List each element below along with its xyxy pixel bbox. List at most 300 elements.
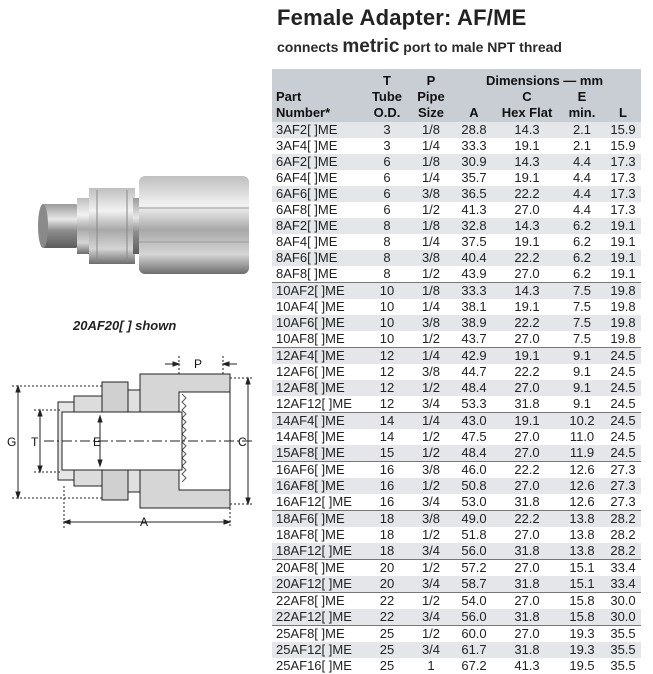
cell-dim-a: 28.8 xyxy=(461,122,487,137)
cell-tube-od: 12 xyxy=(379,380,395,395)
cell-dim-a: 56.0 xyxy=(461,543,487,558)
table-row xyxy=(272,642,641,658)
cell-dim-c-hex-flat: 14.3 xyxy=(514,283,540,298)
cell-tube-od: 22 xyxy=(379,593,395,608)
cell-dim-a: 37.5 xyxy=(461,234,487,249)
cell-dim-e-min: 7.5 xyxy=(572,315,592,330)
table-row xyxy=(272,154,641,170)
cell-pipe-size: 3/8 xyxy=(421,462,441,477)
cell-part-number: 25AF8[ ]ME xyxy=(276,626,345,641)
cell-dim-a: 46.0 xyxy=(461,462,487,477)
product-photo xyxy=(37,168,252,278)
cell-part-number: 14AF8[ ]ME xyxy=(276,429,345,444)
cell-tube-od: 3 xyxy=(383,138,391,153)
cell-tube-od: 10 xyxy=(379,315,395,330)
subtitle-emphasis: metric xyxy=(342,36,400,57)
table-row xyxy=(272,461,641,478)
cell-dim-l: 15.9 xyxy=(610,138,636,153)
cell-dim-e-min: 6.2 xyxy=(572,234,592,249)
cell-part-number: 12AF6[ ]ME xyxy=(276,364,345,379)
cell-dim-a: 35.7 xyxy=(461,170,487,185)
cell-part-number: 10AF8[ ]ME xyxy=(276,331,345,346)
cell-dim-a: 61.7 xyxy=(461,642,487,657)
cell-part-number: 16AF8[ ]ME xyxy=(276,478,345,493)
table-row xyxy=(272,282,641,299)
cell-pipe-size: 3/4 xyxy=(421,396,441,411)
cell-dim-c-hex-flat: 27.0 xyxy=(514,429,540,444)
cell-tube-od: 12 xyxy=(379,396,395,411)
photo-caption: 20AF20[ ] shown xyxy=(73,318,177,333)
cell-tube-od: 16 xyxy=(379,462,395,477)
cell-dim-a: 47.5 xyxy=(461,429,487,444)
cell-dim-c-hex-flat: 27.0 xyxy=(514,202,540,217)
cell-tube-od: 18 xyxy=(379,527,395,542)
cell-dim-c-hex-flat: 27.0 xyxy=(514,478,540,493)
cell-dim-c-hex-flat: 22.2 xyxy=(514,315,540,330)
cell-dim-l: 27.3 xyxy=(610,494,636,509)
cell-pipe-size: 1/2 xyxy=(421,560,441,575)
cell-pipe-size: 3/8 xyxy=(421,186,441,201)
cell-dim-c-hex-flat: 27.0 xyxy=(514,626,540,641)
cell-part-number: 12AF4[ ]ME xyxy=(276,348,345,363)
header-t: T xyxy=(383,73,391,88)
cell-dim-e-min: 4.4 xyxy=(572,170,592,185)
cell-dim-l: 24.5 xyxy=(610,364,636,379)
cell-dim-e-min: 9.1 xyxy=(572,348,592,363)
cell-dim-c-hex-flat: 22.2 xyxy=(514,250,540,265)
cell-tube-od: 10 xyxy=(379,283,395,298)
cell-tube-od: 6 xyxy=(383,186,391,201)
cell-dim-e-min: 9.1 xyxy=(572,364,592,379)
cell-dim-e-min: 4.4 xyxy=(572,154,592,169)
dim-label-t: T xyxy=(31,435,39,449)
cell-dim-a: 54.0 xyxy=(461,593,487,608)
header-dimensions: Dimensions — mm xyxy=(486,73,604,88)
cell-dim-c-hex-flat: 22.2 xyxy=(514,462,540,477)
cell-dim-l: 24.5 xyxy=(610,380,636,395)
cell-part-number: 18AF6[ ]ME xyxy=(276,511,345,526)
cell-part-number: 20AF12[ ]ME xyxy=(276,576,352,591)
header-part: Part xyxy=(276,89,302,104)
cell-pipe-size: 3/4 xyxy=(421,543,441,558)
header-od: O.D. xyxy=(373,105,401,120)
table-body xyxy=(272,122,641,674)
dim-label-c: C xyxy=(238,435,247,449)
cell-dim-e-min: 19.3 xyxy=(569,626,595,641)
cell-dim-a: 36.5 xyxy=(461,186,487,201)
table-row xyxy=(272,380,641,396)
table-row xyxy=(272,576,641,592)
cell-dim-a: 50.8 xyxy=(461,478,487,493)
cell-dim-l: 19.8 xyxy=(610,331,636,346)
cell-dim-a: 40.4 xyxy=(461,250,487,265)
cell-part-number: 12AF12[ ]ME xyxy=(276,396,352,411)
header-e-min: min. xyxy=(568,105,596,120)
dimension-drawing xyxy=(4,352,268,532)
table-row xyxy=(272,543,641,559)
cell-dim-e-min: 2.1 xyxy=(572,122,592,137)
cell-tube-od: 14 xyxy=(379,429,395,444)
cell-dim-l: 33.4 xyxy=(610,560,636,575)
cell-dim-l: 17.3 xyxy=(610,186,636,201)
cell-part-number: 3AF4[ ]ME xyxy=(276,138,338,153)
cell-pipe-size: 3/8 xyxy=(421,364,441,379)
cell-dim-e-min: 15.1 xyxy=(569,576,595,591)
cell-tube-od: 12 xyxy=(379,364,395,379)
header-pipe: Pipe xyxy=(417,89,445,104)
dim-label-g: G xyxy=(7,435,17,449)
cell-dim-l: 28.2 xyxy=(610,527,636,542)
cell-pipe-size: 1/2 xyxy=(421,478,441,493)
cell-dim-l: 35.5 xyxy=(610,642,636,657)
cell-part-number: 12AF8[ ]ME xyxy=(276,380,345,395)
cell-dim-a: 43.7 xyxy=(461,331,487,346)
table-row xyxy=(272,186,641,202)
cell-dim-l: 15.9 xyxy=(610,122,636,137)
header-size: Size xyxy=(417,105,444,120)
subtitle-post: port to male NPT thread xyxy=(399,39,562,55)
table-row xyxy=(272,364,641,380)
cell-dim-e-min: 6.2 xyxy=(572,250,592,265)
cell-tube-od: 12 xyxy=(379,348,395,363)
cell-dim-e-min: 15.8 xyxy=(569,609,595,624)
cell-part-number: 22AF12[ ]ME xyxy=(276,609,352,624)
cell-dim-a: 33.3 xyxy=(461,283,487,298)
cell-dim-e-min: 13.8 xyxy=(569,527,595,542)
cell-pipe-size: 1/2 xyxy=(421,429,441,444)
cell-dim-a: 43.0 xyxy=(461,413,487,428)
dim-label-p: P xyxy=(194,357,203,371)
header-c: C xyxy=(522,89,532,104)
cell-dim-l: 24.5 xyxy=(610,445,636,460)
cell-tube-od: 6 xyxy=(383,202,391,217)
cell-pipe-size: 1/8 xyxy=(421,218,441,233)
cell-tube-od: 25 xyxy=(379,658,395,673)
cell-part-number: 10AF6[ ]ME xyxy=(276,315,345,330)
cell-pipe-size: 1/2 xyxy=(421,202,441,217)
cell-dim-l: 19.1 xyxy=(610,266,636,281)
table-row xyxy=(272,250,641,266)
cell-tube-od: 3 xyxy=(383,122,391,137)
cell-part-number: 6AF4[ ]ME xyxy=(276,170,338,185)
cell-tube-od: 8 xyxy=(383,218,391,233)
cell-dim-c-hex-flat: 14.3 xyxy=(514,154,540,169)
cell-part-number: 25AF12[ ]ME xyxy=(276,642,352,657)
cell-pipe-size: 1/8 xyxy=(421,283,441,298)
cell-dim-a: 49.0 xyxy=(461,511,487,526)
cell-dim-c-hex-flat: 19.1 xyxy=(514,299,540,314)
cell-part-number: 8AF6[ ]ME xyxy=(276,250,338,265)
table-row xyxy=(272,478,641,494)
cell-tube-od: 25 xyxy=(379,626,395,641)
cell-pipe-size: 1/8 xyxy=(421,122,441,137)
cell-dim-e-min: 4.4 xyxy=(572,186,592,201)
cell-tube-od: 14 xyxy=(379,413,395,428)
table-row xyxy=(272,347,641,364)
cell-dim-a: 38.1 xyxy=(461,299,487,314)
cell-dim-c-hex-flat: 31.8 xyxy=(514,494,540,509)
cell-pipe-size: 3/4 xyxy=(421,494,441,509)
table-row xyxy=(272,218,641,234)
cell-part-number: 16AF6[ ]ME xyxy=(276,462,345,477)
cell-tube-od: 25 xyxy=(379,642,395,657)
cell-part-number: 8AF4[ ]ME xyxy=(276,234,338,249)
cell-dim-c-hex-flat: 31.8 xyxy=(514,543,540,558)
cell-pipe-size: 1/4 xyxy=(421,138,441,153)
cell-dim-c-hex-flat: 19.1 xyxy=(514,138,540,153)
cell-dim-a: 58.7 xyxy=(461,576,487,591)
dim-label-e: E xyxy=(93,435,102,449)
cell-dim-l: 17.3 xyxy=(610,170,636,185)
cell-dim-e-min: 11.9 xyxy=(569,445,595,460)
cell-pipe-size: 1/2 xyxy=(421,527,441,542)
cell-dim-l: 19.1 xyxy=(610,250,636,265)
cell-dim-e-min: 15.8 xyxy=(569,593,595,608)
cell-pipe-size: 1/2 xyxy=(421,380,441,395)
cell-dim-e-min: 2.1 xyxy=(572,138,592,153)
cell-part-number: 8AF2[ ]ME xyxy=(276,218,338,233)
cell-dim-a: 42.9 xyxy=(461,348,487,363)
header-hex-flat: Hex Flat xyxy=(501,105,553,120)
cell-dim-l: 33.4 xyxy=(610,576,636,591)
cell-pipe-size: 1/4 xyxy=(421,299,441,314)
cell-dim-a: 43.9 xyxy=(461,266,487,281)
cell-dim-c-hex-flat: 22.2 xyxy=(514,364,540,379)
cell-tube-od: 16 xyxy=(379,478,395,493)
cell-dim-a: 53.3 xyxy=(461,396,487,411)
cell-dim-e-min: 6.2 xyxy=(572,218,592,233)
cell-dim-e-min: 12.6 xyxy=(569,494,595,509)
header-p: P xyxy=(426,73,436,88)
table-row xyxy=(272,266,641,282)
cell-tube-od: 8 xyxy=(383,234,391,249)
cell-dim-l: 19.8 xyxy=(610,299,636,314)
cell-dim-a: 33.3 xyxy=(461,138,487,153)
cell-dim-e-min: 7.5 xyxy=(572,283,592,298)
cell-dim-l: 24.5 xyxy=(610,429,636,444)
cell-dim-a: 38.9 xyxy=(461,315,487,330)
cell-tube-od: 10 xyxy=(379,299,395,314)
cell-dim-l: 24.5 xyxy=(610,413,636,428)
cell-dim-l: 27.3 xyxy=(610,462,636,477)
table-row xyxy=(272,234,641,250)
table-row xyxy=(272,122,641,138)
header-l: L xyxy=(619,105,627,120)
dimensions-table xyxy=(272,69,641,674)
cell-pipe-size: 1/4 xyxy=(421,170,441,185)
cell-pipe-size: 1/2 xyxy=(421,626,441,641)
cell-dim-c-hex-flat: 19.1 xyxy=(514,234,540,249)
table-row xyxy=(272,494,641,510)
cell-dim-e-min: 12.6 xyxy=(569,462,595,477)
page-title: Female Adapter: AF/ME xyxy=(277,5,527,30)
cell-pipe-size: 3/4 xyxy=(421,642,441,657)
cell-pipe-size: 3/4 xyxy=(421,576,441,591)
cell-dim-l: 24.5 xyxy=(610,348,636,363)
header-a: A xyxy=(469,105,479,120)
cell-dim-l: 19.8 xyxy=(610,283,636,298)
cell-dim-c-hex-flat: 31.8 xyxy=(514,576,540,591)
cell-pipe-size: 1/2 xyxy=(421,266,441,281)
cell-dim-c-hex-flat: 14.3 xyxy=(514,218,540,233)
cell-pipe-size: 1/8 xyxy=(421,154,441,169)
cell-dim-c-hex-flat: 27.0 xyxy=(514,527,540,542)
cell-tube-od: 15 xyxy=(379,445,395,460)
subtitle-pre: connects xyxy=(277,39,343,55)
table-row xyxy=(272,202,641,218)
cell-dim-e-min: 12.6 xyxy=(569,478,595,493)
table-row xyxy=(272,170,641,186)
cell-dim-e-min: 19.5 xyxy=(569,658,595,673)
cell-dim-l: 30.0 xyxy=(610,609,636,624)
table-row xyxy=(272,138,641,154)
cell-dim-a: 56.0 xyxy=(461,609,487,624)
cell-dim-a: 60.0 xyxy=(461,626,487,641)
cell-pipe-size: 1/4 xyxy=(421,234,441,249)
cell-dim-l: 35.5 xyxy=(610,626,636,641)
cell-dim-a: 44.7 xyxy=(461,364,487,379)
cell-part-number: 18AF12[ ]ME xyxy=(276,543,352,558)
cell-dim-l: 17.3 xyxy=(610,154,636,169)
cell-pipe-size: 1/2 xyxy=(421,445,441,460)
cell-dim-c-hex-flat: 14.3 xyxy=(514,122,540,137)
cell-part-number: 10AF4[ ]ME xyxy=(276,299,345,314)
cell-dim-a: 57.2 xyxy=(461,560,487,575)
cell-dim-c-hex-flat: 22.2 xyxy=(514,511,540,526)
cell-dim-e-min: 4.4 xyxy=(572,202,592,217)
table-row xyxy=(272,527,641,543)
cell-tube-od: 18 xyxy=(379,511,395,526)
header-e: E xyxy=(577,89,587,104)
cell-part-number: 14AF4[ ]ME xyxy=(276,413,345,428)
cell-dim-a: 30.9 xyxy=(461,154,487,169)
cell-dim-c-hex-flat: 19.1 xyxy=(514,348,540,363)
cell-dim-e-min: 19.3 xyxy=(569,642,595,657)
cell-dim-a: 41.3 xyxy=(461,202,487,217)
cell-dim-l: 19.1 xyxy=(610,218,636,233)
cell-pipe-size: 3/4 xyxy=(421,609,441,624)
cell-dim-c-hex-flat: 27.0 xyxy=(514,266,540,281)
cell-dim-l: 30.0 xyxy=(610,593,636,608)
cell-tube-od: 6 xyxy=(383,170,391,185)
cell-dim-e-min: 15.1 xyxy=(569,560,595,575)
cell-dim-e-min: 13.8 xyxy=(569,543,595,558)
cell-tube-od: 20 xyxy=(379,576,395,591)
table-row xyxy=(272,658,641,674)
cell-dim-c-hex-flat: 27.0 xyxy=(514,593,540,608)
cell-part-number: 20AF8[ ]ME xyxy=(276,560,345,575)
cell-part-number: 6AF6[ ]ME xyxy=(276,186,338,201)
cell-dim-c-hex-flat: 27.0 xyxy=(514,380,540,395)
cell-tube-od: 16 xyxy=(379,494,395,509)
cell-dim-e-min: 9.1 xyxy=(572,380,592,395)
cell-dim-l: 19.1 xyxy=(610,234,636,249)
cell-dim-l: 28.2 xyxy=(610,511,636,526)
cell-pipe-size: 1/4 xyxy=(421,413,441,428)
dim-label-a: A xyxy=(140,515,149,529)
table-row xyxy=(272,396,641,412)
cell-part-number: 6AF2[ ]ME xyxy=(276,154,338,169)
cell-part-number: 22AF8[ ]ME xyxy=(276,593,345,608)
cell-tube-od: 10 xyxy=(379,331,395,346)
cell-tube-od: 18 xyxy=(379,543,395,558)
cell-dim-c-hex-flat: 22.2 xyxy=(514,186,540,201)
cell-dim-a: 48.4 xyxy=(461,380,487,395)
cell-dim-c-hex-flat: 19.1 xyxy=(514,413,540,428)
cell-dim-a: 51.8 xyxy=(461,527,487,542)
cell-pipe-size: 1 xyxy=(427,658,435,673)
cell-tube-od: 8 xyxy=(383,266,391,281)
cell-dim-c-hex-flat: 41.3 xyxy=(514,658,540,673)
cell-tube-od: 20 xyxy=(379,560,395,575)
table-row xyxy=(272,445,641,461)
cell-dim-c-hex-flat: 19.1 xyxy=(514,170,540,185)
table-row xyxy=(272,299,641,315)
table-row xyxy=(272,429,641,445)
header-tube: Tube xyxy=(371,89,403,104)
cell-pipe-size: 1/2 xyxy=(421,593,441,608)
table-row xyxy=(272,609,641,625)
cell-pipe-size: 1/4 xyxy=(421,348,441,363)
cell-dim-e-min: 6.2 xyxy=(572,266,592,281)
cell-dim-c-hex-flat: 31.8 xyxy=(514,642,540,657)
cell-dim-e-min: 10.2 xyxy=(569,413,595,428)
cell-part-number: 6AF8[ ]ME xyxy=(276,202,338,217)
cell-part-number: 3AF2[ ]ME xyxy=(276,122,338,137)
cell-dim-c-hex-flat: 27.0 xyxy=(514,560,540,575)
cell-tube-od: 6 xyxy=(383,154,391,169)
cell-part-number: 16AF12[ ]ME xyxy=(276,494,352,509)
cell-dim-a: 67.2 xyxy=(461,658,487,673)
cell-pipe-size: 3/8 xyxy=(421,250,441,265)
table-row xyxy=(272,331,641,347)
table-row xyxy=(272,625,641,642)
cell-part-number: 25AF16[ ]ME xyxy=(276,658,352,673)
cell-dim-a: 53.0 xyxy=(461,494,487,509)
cell-dim-l: 28.2 xyxy=(610,543,636,558)
cell-dim-c-hex-flat: 31.8 xyxy=(514,396,540,411)
cell-pipe-size: 3/8 xyxy=(421,315,441,330)
cell-pipe-size: 1/2 xyxy=(421,331,441,346)
table-header xyxy=(272,69,641,122)
cell-dim-e-min: 7.5 xyxy=(572,299,592,314)
cell-dim-l: 24.5 xyxy=(610,396,636,411)
cell-dim-a: 32.8 xyxy=(461,218,487,233)
cell-dim-e-min: 9.1 xyxy=(572,396,592,411)
cell-dim-l: 19.8 xyxy=(610,315,636,330)
table-row xyxy=(272,510,641,527)
table-row xyxy=(272,559,641,576)
cell-dim-l: 27.3 xyxy=(610,478,636,493)
cell-tube-od: 22 xyxy=(379,609,395,624)
cell-dim-l: 17.3 xyxy=(610,202,636,217)
cell-pipe-size: 3/8 xyxy=(421,511,441,526)
page-subtitle xyxy=(277,36,562,58)
header-number: Number* xyxy=(276,105,331,120)
table-row xyxy=(272,412,641,429)
cell-part-number: 8AF8[ ]ME xyxy=(276,266,338,281)
cell-part-number: 18AF8[ ]ME xyxy=(276,527,345,542)
cell-dim-a: 48.4 xyxy=(461,445,487,460)
cell-dim-e-min: 13.8 xyxy=(569,511,595,526)
cell-dim-e-min: 7.5 xyxy=(572,331,592,346)
cell-tube-od: 8 xyxy=(383,250,391,265)
table-row xyxy=(272,592,641,609)
cell-part-number: 10AF2[ ]ME xyxy=(276,283,345,298)
cell-dim-e-min: 11.0 xyxy=(569,429,595,444)
cell-dim-l: 35.5 xyxy=(610,658,636,673)
table-row xyxy=(272,315,641,331)
